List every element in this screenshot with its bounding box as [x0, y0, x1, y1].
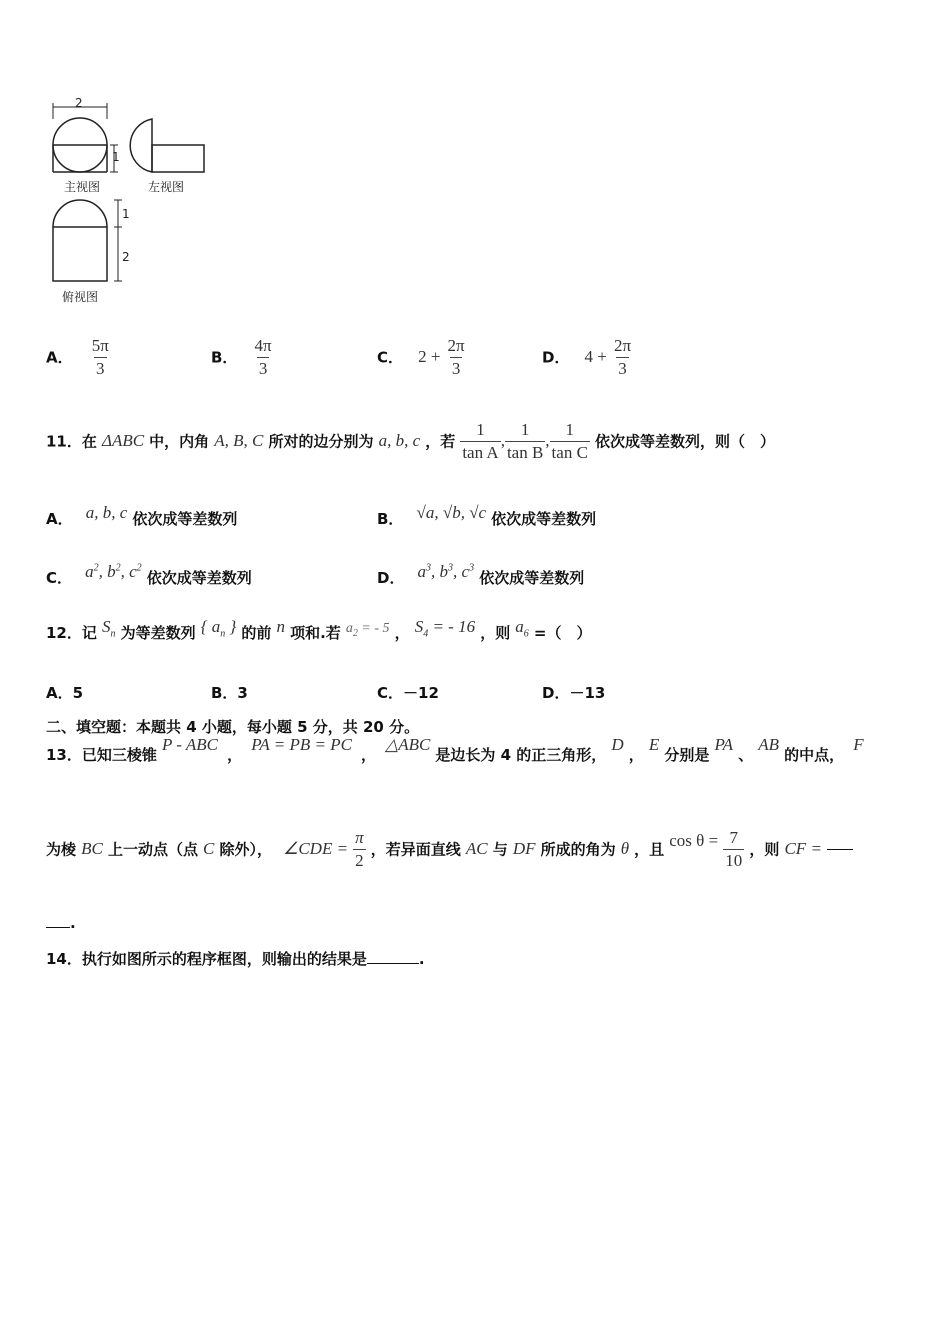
dim-label: 1 — [122, 207, 130, 221]
q11-option-a: A． a, b, c 依次成等差数列 — [46, 503, 238, 528]
question-14: 14．执行如图所示的程序框图，则输出的结果是 . — [46, 950, 425, 968]
question-13-line-2: 为棱 BC 上一动点（点 C 除外）， ∠CDE = $\frac{\pi}{2}$ ，若异面直线 AC 与 DF 所成的角为 θ ，且 cos θ = $\frac{7}{10}$ ，则 CF = — [46, 828, 853, 870]
q12-option-c: C．－12 — [377, 684, 439, 702]
answer-blank[interactable] — [46, 927, 70, 928]
question-13: 13．已知三棱锥 P - ABC ， PA = PB = PC ， △ABC 是边长为 4 的正三角形， D ， E 分别是 PA 、 AB 的中点， F — [46, 735, 864, 764]
three-view-figure — [40, 95, 220, 310]
question-11: 11．在 ΔABC 中，内角 A, B, C 所对的边分别为 a, b, c ，若 $\frac{1}{\text{tan A}}$ , $\frac{1}{\text{tan B}}$ , $\frac{1}{\text{tan C}}$ 依次成等差数列，则（ ） — [46, 420, 776, 462]
question-13-line-3: . — [46, 913, 76, 932]
dim-label: 1 — [112, 150, 120, 164]
answer-blank[interactable] — [367, 963, 419, 964]
dim-label: 2 — [75, 96, 83, 110]
front-view-label: 主视图 — [64, 180, 101, 194]
q11-option-c: C． $a^2$, $b^2$, $c^2$ 依次成等差数列 — [46, 562, 252, 587]
option-c: C． 2 + $\frac{2\pi}{3}$ — [377, 336, 465, 378]
front-view — [53, 103, 118, 172]
top-view-label: 俯视图 — [62, 290, 99, 304]
q11-option-d: D． $a^3$, $b^3$, $c^3$ 依次成等差数列 — [377, 562, 585, 587]
left-view-label: 左视图 — [148, 180, 185, 194]
q12-option-a: A．5 — [46, 684, 84, 702]
left-view — [130, 119, 204, 172]
question-12: 12．记 $S_n$ 为等差数列 { $a_n$ } 的前 n 项和.若 $a_2$ = - 5 ， $S_4$ = - 16 ，则 $a_6$ =（ ） — [46, 617, 592, 642]
section-heading: 二、填空题：本题共 4 小题，每小题 5 分，共 20 分。 — [46, 718, 420, 736]
q11-option-b: B． √a, √b, √c 依次成等差数列 — [377, 503, 597, 528]
q12-option-b: B．3 — [211, 684, 248, 702]
dim-label: 2 — [122, 250, 130, 264]
option-a: A． $\frac{5\pi}{3}$ — [46, 336, 109, 378]
option-d: D． 4 + $\frac{2\pi}{3}$ — [542, 336, 632, 378]
q12-option-d: D．－13 — [542, 684, 606, 702]
answer-blank[interactable] — [827, 849, 853, 850]
option-b: B． $\frac{4\pi}{3}$ — [211, 336, 272, 378]
top-view — [53, 200, 122, 281]
